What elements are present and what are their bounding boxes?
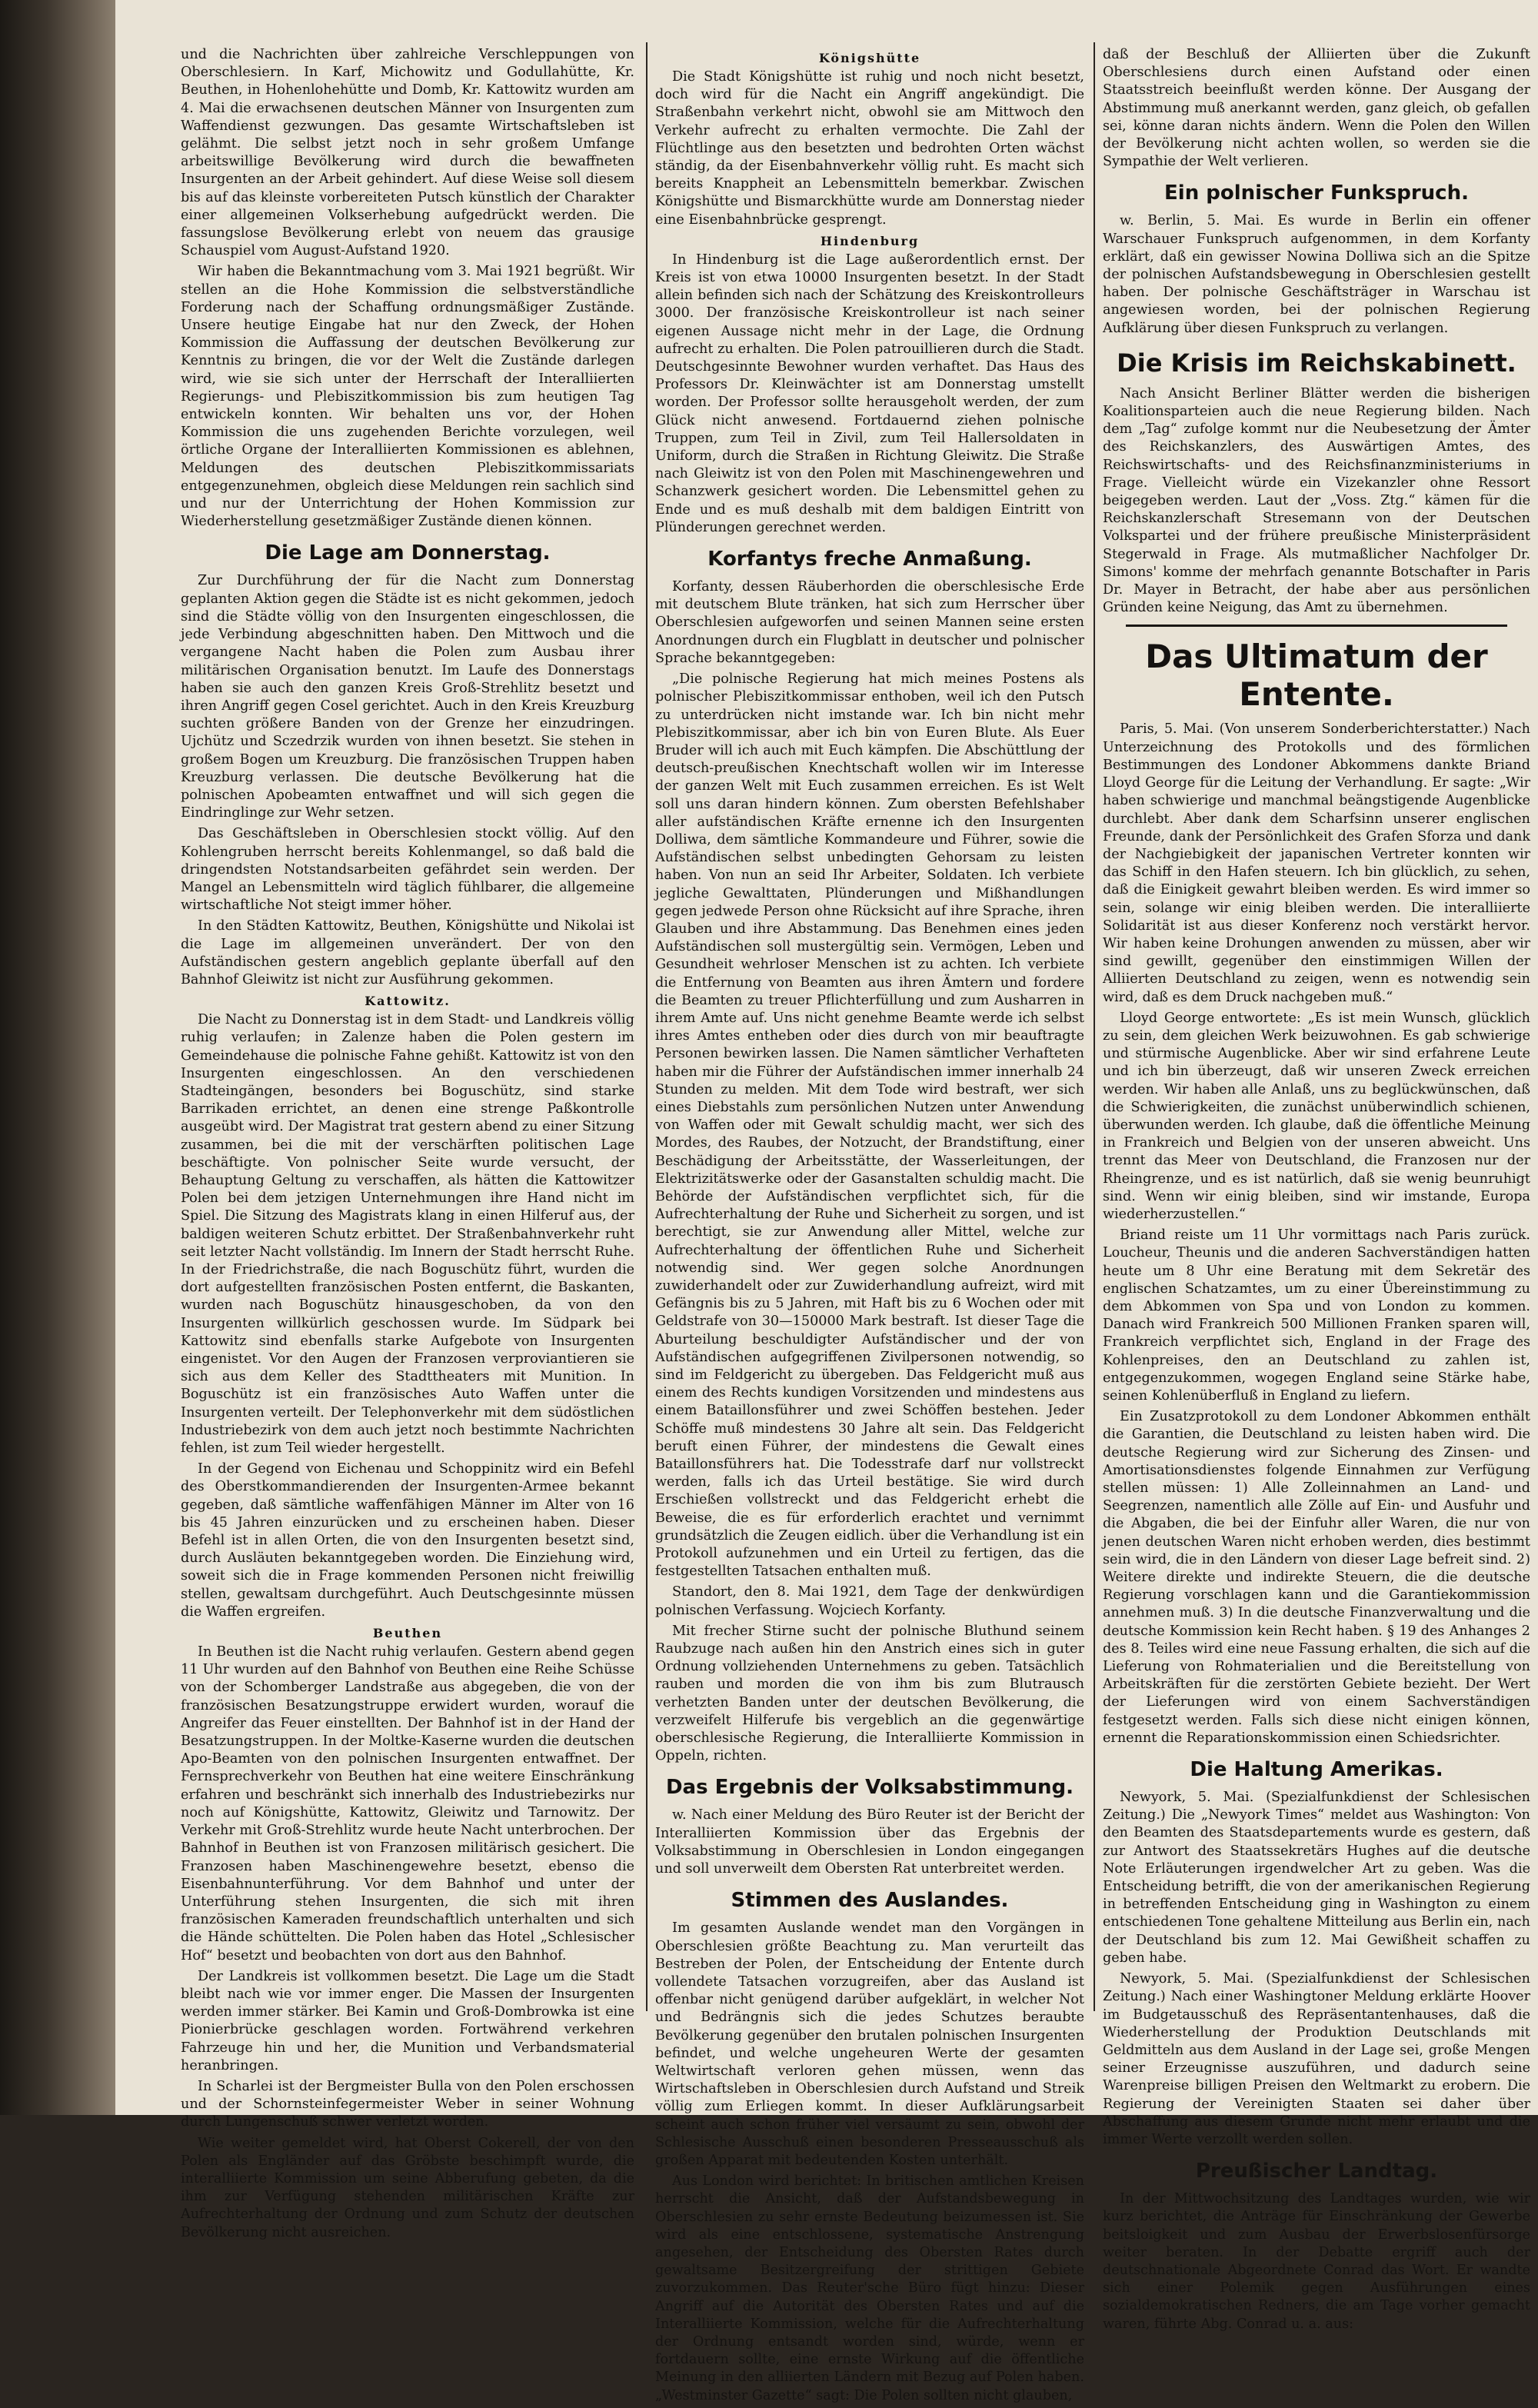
article-text: In Beuthen ist die Nacht ruhig verlaufen. Gestern abend gegen 11 Uhr wurden auf den Bahnhof von Beuthen eine Reihe Schüsse von der Schomberger Landstraße aus abgegeben, die von der französischen Besatzungstruppe erwidert wurden, worauf die Angreifer das Feuer einstellten. Der Bahnhof ist in der Hand der Besatzungstruppen. In der Moltke-Kaserne wurden die deutschen Apo-Beamten von den polnischen Insurgenten entwaffnet. Der Fernsprechverkehr von Beuthen hat eine weitere Einschränkung erfahren und beschränkt sich innerhalb des Industriebezirks nur noch auf Königshütte, Kattowitz, Gleiwitz und Tarnowitz. Der Verkehr mit Groß-Strehlitz wurde heute Nacht unterbrochen. Der Bahnhof in Beuthen ist von Franzosen militärisch gesichert. Die Franzosen haben Maschinengewehre besetzt, ebenso die Eisenbahnunterführung. Vor dem Bahnhof und unter der Unterführung stehen Insurgenten, die sich mit ihren französischen Kameraden freundschaftlich unterhalten und sich die Hände schüttelten. Die Polen haben das Hotel „Schlesischer Hof“ besetzt und beobachten von dort aus den Bahnhof. bbox=[181, 1644, 634, 1963]
article-text: Die Nacht zu Donnerstag ist in dem Stadt- und Landkreis völlig ruhig verlaufen; in Zalenze haben die Polen gestern im Gemeindehause die polnische Fahne gehißt. Kattowitz ist von den Insurgenten eingeschlossen. An den verschiedenen Stadteingängen, besonders bei Boguschütz, sind starke Barrikaden errichtet, an denen eine strenge Paßkontrolle ausgeübt wird. Der Magistrat trat gestern abend zu einer Sitzung zusammen, bei die mit der verschärften politischen Lage beschäftigte. Von polnischer Seite wurde versucht, der Behauptung Geltung zu verschaffen, als hätten die Kattowitzer Polen bei dem jetzigen Unternehmungen ihre Hand nicht im Spiel. Die Sitzung des Magistrats klang in einen Hilferuf aus, der baldigen weiteren Schutz erbittet. Der Straßenbahnverkehr ruht seit letzter Nacht vollständig. Im Innern der Stadt herrscht Ruhe. In der Friedrichstraße, die nach Boguschütz führt, wurden die dort aufgestellten französischen Posten entfernt, die Baskanten, wurden nach Boguschütz hinausgeschoben, da von den Insurgenten willkürlich geschossen wurde. Im Südpark bei Kattowitz sind ebenfalls starke Aufgebote von Insurgenten eingenistet. Vor den Augen der Franzosen verproviantieren sie sich aus dem Keller des Stadttheaters mit Munition. In Boguschütz ist ein französisches Auto Waffen unter die Insurgenten verteilt. Der Telephonverkehr mit dem südöstlichen Industriebezirk von dem auch jetzt noch bestimmte Nachrichten fehlen, ist zum Teil wieder hergestellt. bbox=[181, 1012, 634, 1457]
article-text: Im gesamten Auslande wendet man den Vorgängen in Oberschlesien größte Beachtung zu. Man verurteilt das Bestreben der Polen, der Entscheidung der Entente durch vollendete Tatsachen vorzugreifen, aber das Ausland ist offenbar nicht genügend darüber aufgeklärt, in welcher Not und Bedrängnis sich die jedes Schutzes beraubte Bevölkerung gegenüber den brutalen polnischen Insurgenten befindet, und welche ungeheuren Werte der gesamten Weltwirtschaft verloren gehen müssen, wenn das Wirtschaftsleben in Oberschlesien durch Aufstand und Streik völlig zum Erliegen kommt. In dieser Aufklärungsarbeit scheint auch schon früher viel versäumt zu sein, obwohl der Schlesische Ausschuß einen besonderen Presseausschuß als großen Apparat mit bedeutenden Kosten unterhält. bbox=[655, 1920, 1084, 2168]
headline-volksabstimmung: Das Ergebnis der Volksabstimmung. bbox=[665, 1776, 1074, 1800]
newspaper-page bbox=[115, 0, 1538, 2403]
headline-lage-donnerstag: Die Lage am Donnerstag. bbox=[265, 541, 551, 565]
article-text: In der Mittwochsitzung des Landtages wurden, wie wir kurz berichtet, die Anträge für Einschränkung der Gewerbe beitsloigkeit und zum Ausbau der Erwerbslosenfürsorge weiter beraten. In der Debatte ergriff auch der deutschnationale Abgeordnete Conrad das Wort. Er wandte sich einer Polemik gegen Ausführungen eines sozialdemokratischen Redners, die am Tage vorher gemacht waren, führte Abg. Conrad u. a. aus: bbox=[1103, 2191, 1530, 2332]
article-text: w. Berlin, 5. Mai. Es wurde in Berlin ein offener Warschauer Funkspruch aufgenommen, in dem Korfanty erklärt, daß ein gewisser Nowina Dolliwa sich an die Spitze der polnischen Aufstandsbewegung in Oberschlesien gestellt haben. Der polnische Geschäftsträger in Warschau ist angewiesen worden, bei der polnischen Regierung Aufklärung über diesen Funkspruch zu verlangen. bbox=[1103, 213, 1530, 336]
headline-krisis-reichskabinett: Die Krisis im Reichskabinett. bbox=[1117, 348, 1516, 378]
article-text: In Hindenburg ist die Lage außerordentlich ernst. Der Kreis ist von etwa 10000 Insurgenten besetzt. In der Stadt allein befinden sich nach der Schätzung des Kreiskontrolleurs 3000. Der französische Kreiskontrolleur ist nach seiner eigenen Aussage nicht mehr in der Lage, die Ordnung aufrecht zu erhalten. Die Polen patrouillieren durch die Stadt. Deutschgesinnte Bewohner wurden verhaftet. Das Haus des Professors Dr. Kleinwächter ist am Donnerstag umstellt worden. Der Professor sollte herausgeholt werden, der zum Glück nicht anwesend. Fortdauernd ziehen polnische Truppen, zum Teil in Zivil, zum Teil Hallersoldaten in Uniform, durch die Straßen in Richtung Gleiwitz. Die Straße nach Gleiwitz ist von den Polen mit Maschinengewehren und Schanzwerk gesichert worden. Die Lebensmittel gehen zu Ende und es muß deshalb mit dem baldigen Eintritt von Plünderungen gerechnet werden. bbox=[655, 251, 1084, 535]
article-text: Die Stadt Königshütte ist ruhig und noch nicht besetzt, doch wird für die Nacht ein Angriff angekündigt. Die Straßenbahn verkehrt nicht, obwohl sie am Mittwoch den Verkehr aufrecht zu erhalten vermochte. Die Zahl der Flüchtlinge aus den besetzten und bedrohten Orten wächst ständig, da der Eisenbahnverkehr völlig ruht. Es macht sich bereits Knappheit an Lebensmitteln bemerkbar. Zwischen Königshütte und Bismarckhütte wurde am Donnerstag nieder eine Eisenbahnbrücke gesprengt. bbox=[655, 69, 1084, 228]
article-text: Ein Zusatzprotokoll zu dem Londoner Abkommen enthält die Garantien, die Deutschland zu leisten haben wird. Die deutsche Regierung wird zur Sicherung des Zinsen- und Amortisationsdienstes folgende Einnahmen zur Verfügung stellen müssen: 1) Alle Zolleinnahmen an Land- und Seegrenzen, namentlich alle Zölle auf Ein- und Ausfuhr und die Abgaben, die bei der Einfuhr aller Waren, die nur von jenen deutschen Waren nicht erhoben werden, dies bestimmt sein wird, die in den Ländern von dieser Lage befreit sind. 2) Weitere direkte und indirekte Steuern, die die deutsche Regierung vorschlagen kann und die Garantiekommission annehmen muß. 3) In die deutsche Finanzverwaltung und die deutsche Kommission kein Recht haben. § 19 des Anhanges 2 des 8. Teiles wird eine neue Fassung erhalten, die sich auf die Lieferung von Rohmaterialien und die Bereitstellung von Arbeitskräften für die zerstörten Gebiete bezieht. Der Wert der Lieferungen wird von einem Sachverständigen festgesetzt werden. Falls sich diese nicht einigen können, ernennt die Reparationskommission einen Schiedsrichter. bbox=[1103, 1409, 1530, 1746]
headline-ultimatum: Das Ultimatum der Entente. bbox=[1145, 638, 1488, 714]
article-text: Paris, 5. Mai. (Von unserem Sonderberichterstatter.) Nach Unterzeichnung des Protokolls und des förmlichen Bestimmungen des Londoner Abkommens dankte Briand Lloyd George für die Leitung der Verhandlung. Er sagte: „Wir haben schwierige und manchmal beängstigende Augenblicke durchlebt. Aber dank dem Scharfsinn unserer englischen Freunde, dank der Persönlichkeit des Grafen Sforza und dank der Nachgiebigkeit der japanischen Vertreter konnten wir das Schiff in den Hafen steuern. Ich bin glücklich, zu sehen, daß die Einigkeit gewahrt bleiben werden. Es wird immer so sein, solange wir einig bleiben werden. Die interalliierte Solidarität ist aus dieser Konferenz noch verstärkt hervor. Wir haben keine Drohungen anwenden zu müssen, aber wir sind gewillt, gegenüber den einstimmigen Willen der Alliierten Deutschland zu zeigen, wenn es notwendig sein wird, daß es dem Druck nachgeben muß.“ bbox=[1103, 721, 1530, 1005]
article-text: Mit frecher Stirne sucht der polnische Bluthund seinem Raubzuge nach außen hin den Anstrich eines sich in guter Ordnung vollziehenden Unternehmens zu geben. Tatsächlich rauben und morden die von ihm bis zum Blutrausch verhetzten Banden unter der deutschen Bevölkerung, die verzweifelt Hilferufe bis vergeblich an die gegenwärtige oberschlesische Regierung, die Interalliierte Kommission in Oppeln, richten. bbox=[655, 1623, 1084, 1764]
article-text: Aus London wird berichtet: In britischen amtlichen Kreisen herrscht die Ansicht, daß der Aufstandsbewegung in Oberschlesien zu sehr ernste Bedeutung beizumessen ist. Sie wird als eine entschlossene, systematische Anstrengung angesehen, der Entscheidung des Obersten Rates durch gewaltsame Besitzergreifung der strittigen Gebiete zuvorzukommen. Das Reuter'sche Büro fügt hinzu: Dieser Angriff auf die Autorität des Obersten Rates und auf die Interalliierte Kommission, welche für die Aufrechterhaltung der Ordnung entsandt worden sind, würde, wenn er fortdauern sollte, eine ernste Wirkung auf die öffentliche Meinung in den alliierten Ländern mit Bezug auf Polen haben. „Westminster Gazette“ sagt: Die Polen sollten nicht glauben, bbox=[655, 2173, 1084, 2403]
headline-korfanty: Korfantys freche Anmaßung. bbox=[707, 548, 1032, 571]
article-text: Korfanty, dessen Räuberhorden die oberschlesische Erde mit deutschem Blute tränken, hat sich zum Herrscher über Oberschlesien aufgeworfen und seinen Mannen seine ersten Anordnungen durch ein Flugblatt in deutscher und polnischer Sprache bekanntgegeben: bbox=[655, 579, 1084, 666]
article-text: Nach Ansicht Berliner Blätter werden die bisherigen Koalitionsparteien auch die neue Regierung bilden. Nach dem „Tag“ zufolge kommt nur die Neubesetzung der Ämter des Reichskanzlers, des Auswärtigen Amtes, des Reichswirtschafts- und des Reichsfinanzministeriums in Frage. Vielleicht würde ein Vizekanzler ohne Ressort beigegeben werden. Laut der „Voss. Ztg.“ kämen für die Reichskanzlerschaft Stresemann von der Deutschen Volkspartei und der frühere preußische Ministerpräsident Stegerwald in Frage. Als mutmaßlicher Nachfolger Dr. Simons' komme der mehrfach genannte Botschafter in Paris Dr. Mayer in Betracht, der habe aber aus persönlichen Gründen keine Neigung, das Amt zu übernehmen. bbox=[1103, 385, 1530, 616]
article-text: Das Geschäftsleben in Oberschlesien stockt völlig. Auf den Kohlengruben herrscht bereits Kohlenmangel, so daß bald die dringendsten Notstandsarbeiten gefährdet sein werden. Der Mangel an Lebensmitteln wird täglich fühlbarer, die allgemeine wirtschaftliche Not steigt immer höher. bbox=[181, 826, 634, 914]
article-text: Briand reiste um 11 Uhr vormittags nach Paris zurück. Loucheur, Theunis und die anderen Sachverständigen hatten heute um 8 Uhr eine Beratung mit dem Sekretär des englischen Schatzamtes, um zu einer Übereinstimmung zu dem Abkommen von Spa und von London zu kommen. Danach wird Frankreich 500 Millionen Franken sparen will, Frankreich verpflichtet sich, England in der Frage des Kohlenpreises, den an Deutschland zu zahlen ist, entgegenzukommen, wogegen England seine Stärke habe, seinen Kohlenüberfluß in England zu liefern. bbox=[1103, 1227, 1530, 1404]
headline-stimmen-auslandes: Stimmen des Auslandes. bbox=[731, 1889, 1009, 1913]
column-rule-2 bbox=[1094, 42, 1095, 2011]
headline-preussischer-landtag: Preußischer Landtag. bbox=[1195, 2160, 1438, 2183]
article-text: Lloyd George entwortete: „Es ist mein Wunsch, glücklich zu sein, dem gleichen Werk beizuwohnen. Es gab schwierige und stürmische Augenblicke. Aber wir sind erfahrene Leute und ich bin überzeugt, daß wir unseren Zweck erreichen werden. Wir haben alle Anlaß, uns zu beglückwünschen, daß die Schwierigkeiten, die zunächst unüberwindlich schienen, überwunden werden. Ich glaube, daß die öffentliche Meinung in Frankreich und Belgien von der unseren abweicht. Uns trennt das Meer von Deutschland, die Franzosen nur der Rheingrenze, und es ist natürlich, daß sie wenig beunruhigt sind. Wenn wir einig bleiben, sind wir imstande, Europa wiederherzustellen.“ bbox=[1103, 1010, 1530, 1222]
column-rule-1 bbox=[646, 42, 647, 2011]
article-text: Zur Durchführung der für die Nacht zum Donnerstag geplanten Aktion gegen die Städte ist es nicht gekommen, jedoch sind die Städte völlig von den Insurgenten eingeschlossen, die jede Verbindung abgeschnitten haben. Den Mittwoch und die vergangene Nacht haben die Polen zum Ausbau ihrer militärischen Organisation benutzt. Im Laufe des Donnerstags haben sie auch den ganzen Kreis Groß-Strehlitz besetzt und ihren Angriff gegen Cosel gerichtet. Auch in den Kreis Kreuzburg suchten größere Banden von der Grenze her einzudringen. Ujchütz und Sczedrzik wurden von ihnen besetzt. Sie stehen in großem Bogen um Kreuzburg. Die französischen Truppen haben Kreuzburg verlassen. Die deutsche Bevölkerung hat die polnischen Apobeamten entwaffnet und will sich gegen die Eindringlinge zur Wehr setzen. bbox=[181, 573, 634, 821]
column-1 bbox=[181, 46, 634, 2245]
column-2 bbox=[655, 46, 1084, 2408]
column-3 bbox=[1103, 46, 1530, 2336]
article-text: Newyork, 5. Mai. (Spezialfunkdienst der Schlesischen Zeitung.) Die „Newyork Times“ meldet aus Washington: Von den Beamten des Staatsdepartements wurde es gestern, daß zur Antwort des Staatssekretärs Hughes auf die deutsche Note Erläuterungen irgendwelcher Art zu geben. Was die Entscheidung betrifft, die von der amerikanischen Regierung in betreffenden Entscheidung ging in Washington zu einem entschiedenen Tone gehaltene Mitteilung aus Berlin ein, nach der Deutschland bis zum 12. Mai Gewißheit schaffen zu geben habe. bbox=[1103, 1790, 1530, 1966]
article-text: daß der Beschluß der Alliierten über die Zukunft Oberschlesiens durch einen Aufstand oder einen Staatsstreich beeinflußt werden könne. Der Ausgang der Abstimmung muß anerkannt werden, ganz gleich, ob gefallen sei, könne daran nichts ändern. Wenn die Polen den Willen der Bevölkerung nicht achten wollen, so werden sie die Sympathie der Welt verlieren. bbox=[1103, 47, 1530, 170]
headline-haltung-amerikas: Die Haltung Amerikas. bbox=[1190, 1758, 1443, 1782]
article-text: Der Landkreis ist vollkommen besetzt. Die Lage um die Stadt bleibt nach wie vor immer enger. Die Massen der Insurgenten werden immer stärker. Bei Kamin und Groß-Dombrowka ist eine Pionierbrücke geschlagen worden. Fortwährend verkehren Fahrzeuge hin und her, die Munition und Verbandsmaterial heranbringen. bbox=[181, 1968, 634, 2073]
book-binding bbox=[0, 0, 115, 2115]
article-text: w. Nach einer Meldung des Büro Reuter ist der Bericht der Interalliierten Kommission über das Ergebnis der Volksabstimmung in Oberschlesien in London eingegangen und soll unverweilt dem Obersten Rat unterbreitet werden. bbox=[655, 1807, 1084, 1877]
article-text: Standort, den 8. Mai 1921, dem Tage der denkwürdigen polnischen Verfassung. Wojciech Korfanty. bbox=[655, 1584, 1084, 1618]
article-text: und die Nachrichten über zahlreiche Verschleppungen von Oberschlesiern. In Karf, Michowitz und Godullahütte, Kr. Beuthen, in Hohenlohehütte und Domb, Kr. Kattowitz wurden am 4. Mai die erwachsenen deutschen Männer von Insurgenten zum Waffendienst gezwungen. Das gesamte Wirtschaftsleben ist gelähmt. Die selbst jetzt noch in sehr großem Umfange arbeitswillige Bevölkerung wird durch die bewaffneten Insurgenten an der Arbeit gehindert. Auf diese Weise soll diesem bis auf das kleinste vorbereiteten Putsch künstlich der Charakter einer allgemeinen Volkserhebung aufgedrückt werden. Die fassungslose Bevölkerung erlebt von neuem das grausige Schauspiel vom August-Aufstand 1920. bbox=[181, 47, 634, 259]
headline-funkspruch: Ein polnischer Funkspruch. bbox=[1164, 182, 1469, 205]
article-text: In der Gegend von Eichenau und Schoppinitz wird ein Befehl des Oberstkommandierenden der Insurgenten-Armee bekannt gegeben, daß sämtliche waffenfähigen Männer im Alter von 16 bis 45 Jahren einzurücken und zu erscheinen haben. Dieser Befehl ist in allen Orten, die von den Insurgenten besetzt sind, durch Ausläuten bekanntgegeben worden. Die Einziehung wird, soweit sich die in Frage kommenden Personen nicht freiwillig stellen, gewaltsam durchgeführt. Auch Deutschgesinnte müssen die Waffen ergreifen. bbox=[181, 1461, 634, 1620]
article-text: Wir haben die Bekanntmachung vom 3. Mai 1921 begrüßt. Wir stellen an die Hohe Kommission die selbstverständliche Forderung nach der Schaffung ordnungsmäßiger Zustände. Unsere heutige Eingabe hat nur den Zweck, der Hohen Kommission die Auffassung der deutschen Bevölkerung zur Kenntnis zu bringen, die vor der Welt die Zustände darlegen wird, wie sie sich unter der Herrschaft der Interalliierten Regierungs- und Plebiszitkommission bis zum heutigen Tag entwickeln konnten. Wir behalten uns vor, der Hohen Kommission die uns zugehenden Berichte vorzulegen, weil örtliche Organe der Interalliierten Kommissionen es ablehnen, Meldungen des deutschen Plebiszitkommissariats entgegenzunehmen, obgleich diese Meldungen rein sachlich sind und nur der Unterrichtung der Hohen Kommission zur Wiederherstellung gesetzmäßiger Zustände dienen können. bbox=[181, 264, 634, 530]
dateline-kattowitz: Kattowitz. bbox=[365, 994, 451, 1009]
dateline-hindenburg: Hindenburg bbox=[820, 233, 920, 248]
article-text: Newyork, 5. Mai. (Spezialfunkdienst der Schlesischen Zeitung.) Nach einer Washingtoner Meldung erklärte Hoover im Budgetausschuß des Repräsentantenhauses, daß die Wiederherstellung der Produktion Deutschlands mit Geldmitteln aus dem Ausland in der Lage sei, große Mengen seiner Erzeugnisse auszuführen, und dadurch seine Warenpreise billigen Preisen den Weltmarkt zu erobern. Die Regierung der Vereinigten Staaten sei daher über Abschaffung aus diesem Grunde nicht mehr erlaubt und die immer Werte verzollt werden sollen. bbox=[1103, 1971, 1530, 2147]
article-text: In den Städten Kattowitz, Beuthen, Königshütte und Nikolai ist die Lage im allgemeinen unverändert. Der von den Aufständischen gestern angeblich geplante überfall auf den Bahnhof Gleiwitz ist nicht zur Ausführung gekommen. bbox=[181, 918, 634, 988]
dateline-beuthen: Beuthen bbox=[372, 1626, 443, 1641]
article-text: „Die polnische Regierung hat mich meines Postens als polnischer Plebiszitkommissar enthoben, weil ich den Putsch zu unterdrücken nicht imstande war. Ich bin nicht mehr Plebiszitkommissar, aber ich bin von Euren Blute. Als Euer Bruder will ich auch mit Euch kämpfen. Die Abschüttlung der deutsch-preußischen Knechtschaft wollen wir im Interesse der ganzen Welt mit Euch zusammen erreichen. Es ist Welt soll uns daran hindern können. Zum obersten Befehlshaber aller aufständischen Kräfte ernenne ich den Insurgenten Dolliwa, dem sämtliche Kommandeure und Führer, sowie die Aufständischen selbst unbedingten Gehorsam zu leisten haben. Von nun an seid Ihr Arbeiter, Soldaten. Ich verbiete jegliche Gewalttaten, Plünderungen und Mißhandlungen gegen jedwede Person ohne Rücksicht auf ihre Sprache, ihren Glauben und ihre Abstammung. Das Benehmen eines jeden Aufständischen soll mustergültig sein. Vermögen, Leben und Gesundheit wehrloser Menschen ist zu achten. Ich verbiete die Entfernung von Beamten aus ihren Ämtern und fordere die Beamten zu treuer Pflichterfüllung und zum Ausharren in ihrem Amte auf. Uns nicht genehme Beamte werde ich selbst ihres Amtes entheben oder dies durch von mir beauftragte Personen bewirken lassen. Die Namen sämtlicher Verhafteten haben mir die Führer der Aufständischen immer innerhalb 24 Stunden zu melden. Mit dem Tode wird bestraft, wer sich eines Diebstahls zum persönlichen Nutzen unter Anwendung von Waffen oder mit Gewalt schuldig macht, wer sich des Mordes, des Raubes, der Notzucht, der Brandstiftung, einer Beschädigung der Arbeitsstätte, der Wasserleitungen, der Elektrizitätswerke oder der Gasanstalten schuldig macht. Die Behörde der Aufständischen verpflichtet sich, für die Aufrechterhaltung der Ruhe und Sicherheit zu sorgen, und ist berechtigt, sie zur Anwendung aller Mittel, welche zur Aufrechterhaltung der öffentlichen Ruhe und Sicherheit notwendig sind. Wer gegen solche Anordnungen zuwiderhandelt oder zur Zuwiderhandlung aufreizt, wird mit Gefängnis bis zu 5 Jahren, mit Haft bis zu 6 Wochen oder mit Geldstrafe von 30—150000 Mark bestraft. Ist dieser Tage die Aburteilung beschuldigter Aufständischer und der von Aufständischen aufgegriffenen Zivilpersonen notwendig, so sind im Feldgericht zu übergeben. Das Feldgericht muß aus einem des Rechts kundigen Vorsitzenden und mindestens aus einem Bataillonsführer und zwei Schöffen bestehen. Jeder Schöffe muß mindestens 30 Jahre alt sein. Das Feldgericht beruft einen Führer, der mindestens die Gewalt eines Bataillonsführers hat. Die Todesstrafe darf nur vollstreckt werden, falls ich das Urteil bestätige. Sie wird durch Erschießen vollstreckt und das Feldgericht erhebt die Beweise, die es für erforderlich erachtet und vernimmt grundsätzlich die Zeugen eidlich. über die Verhandlung ist ein Protokoll aufzunehmen und ein Urteil zu fertigen, das die festgestellten Tatsachen enthalten muß. bbox=[655, 671, 1084, 1580]
section-divider bbox=[1126, 624, 1507, 627]
dateline-koenigshuette: Königshütte bbox=[818, 51, 921, 65]
article-text: Wie weiter gemeldet wird, hat Oberst Cokerell, der von den Polen als Engländer auf das Gröbste beschimpft wurde, die interalliierte Kommission um seine Abberufung gebeten, da die ihm zur Verfügung stehenden militärischen Kräfte zur Aufrechterhaltung der Ordnung und zum Schutz der deutschen Bevölkerung nicht ausreichen. bbox=[181, 2135, 634, 2240]
article-text: In Scharlei ist der Bergmeister Bulla von den Polen erschossen und der Schornsteinfegermeister Weber in seiner Wohnung durch Lungenschuß schwer verletzt worden. bbox=[181, 2078, 634, 2130]
